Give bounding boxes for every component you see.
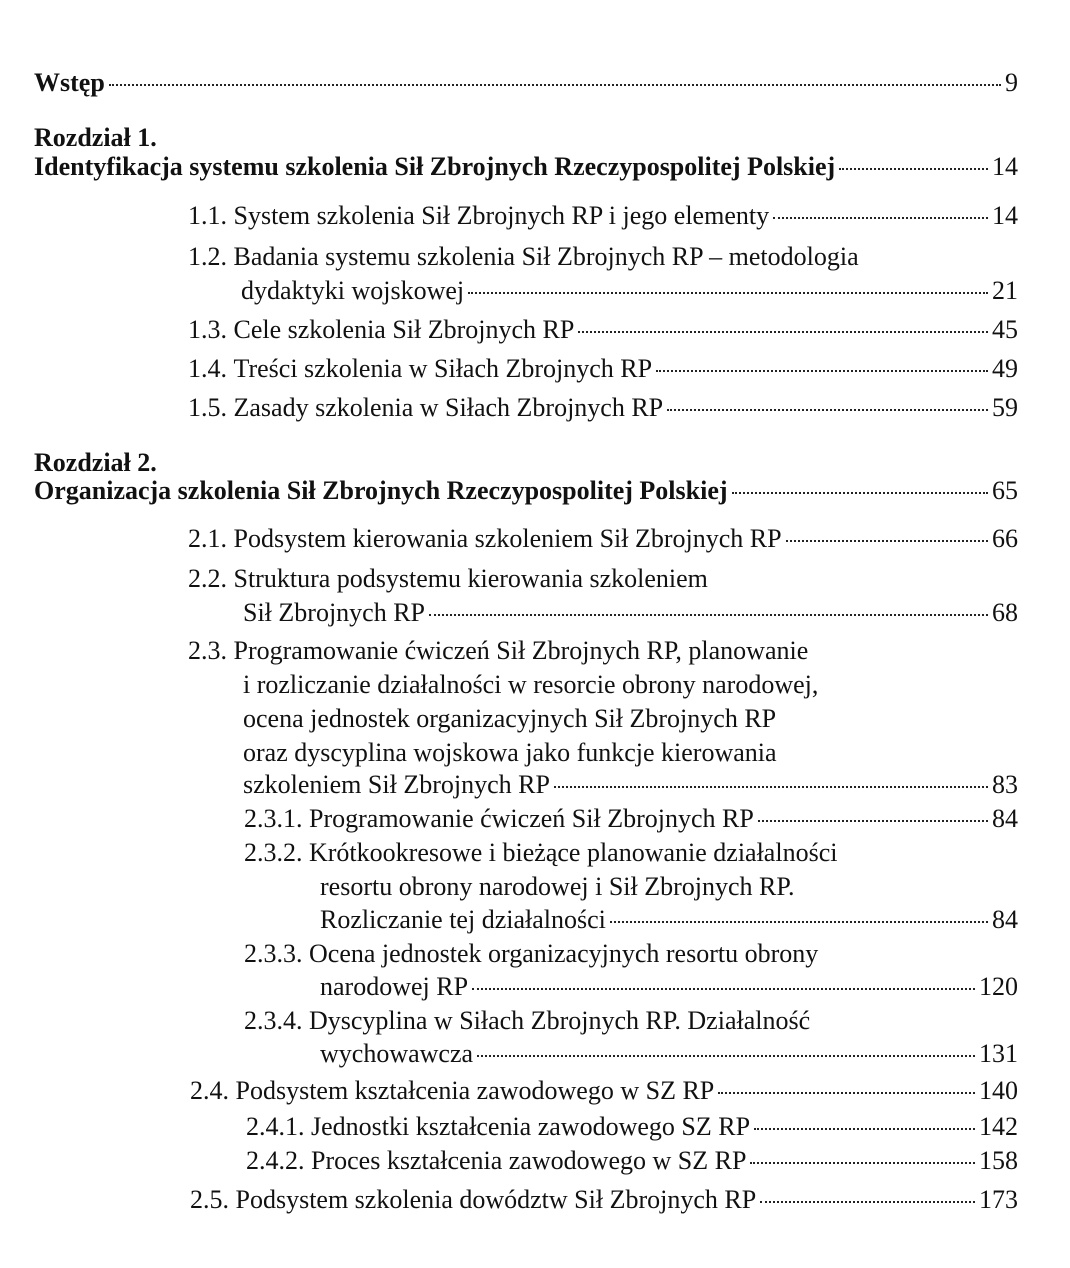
toc-entry-title: Treści szkolenia w Siłach Zbrojnych RP	[233, 354, 653, 383]
toc-entry-title: Programowanie ćwiczeń Sił Zbrojnych RP	[309, 804, 754, 833]
toc-page-number: 45	[992, 315, 1018, 344]
toc-section	[188, 391, 1018, 425]
toc-entry-title: Podsystem kierowania szkoleniem Sił Zbrojnych RP	[233, 524, 782, 553]
toc-section-line	[188, 634, 808, 668]
toc-subsection	[320, 970, 1018, 1004]
toc-section	[188, 522, 1018, 556]
toc-page-number: 49	[992, 354, 1018, 383]
toc-section	[188, 352, 1018, 386]
toc-page-number: 84	[992, 905, 1018, 934]
dot-leader	[718, 1092, 975, 1094]
toc-entry-title: Proces kształcenia zawodowego w SZ RP	[311, 1146, 747, 1175]
toc-subsection	[246, 1144, 1018, 1178]
toc-chapter-title	[34, 474, 1018, 508]
toc-page-number: 68	[992, 598, 1018, 627]
toc-entry-title: Cele szkolenia Sił Zbrojnych RP	[233, 315, 575, 344]
toc-section-line	[320, 870, 794, 904]
toc-entry-title: System szkolenia Sił Zbrojnych RP i jego elementy	[233, 201, 770, 230]
toc-entry-title-cont: wychowawcza	[320, 1039, 474, 1068]
toc-section-line	[243, 736, 777, 770]
toc-entry-title: Dyscyplina w Siłach Zbrojnych RP. Działalność	[309, 1006, 811, 1035]
toc-page-number: 65	[992, 476, 1018, 505]
section-number: 2.3.3.	[244, 939, 303, 968]
section-number: 1.2.	[188, 242, 227, 271]
dot-leader	[610, 921, 988, 923]
chapter-label: Rozdział 1.	[34, 123, 157, 152]
section-number: 2.4.1.	[246, 1112, 305, 1141]
dot-leader	[667, 409, 988, 411]
toc-section-line	[188, 562, 708, 596]
toc-entry-title-cont: Sił Zbrojnych RP	[243, 598, 426, 627]
section-number: 2.3.2.	[244, 838, 303, 867]
toc-page-number: 120	[979, 972, 1018, 1001]
toc-entry-title-cont: i rozliczanie działalności w resorcie obrony narodowej,	[243, 670, 819, 699]
toc-section-line	[244, 937, 818, 971]
toc-entry-title: Krótkookresowe i bieżące planowanie działalności	[309, 838, 838, 867]
toc-page-number: 83	[992, 770, 1018, 799]
dot-leader	[732, 492, 988, 494]
dot-leader	[578, 331, 988, 333]
toc-entry-title: Badania systemu szkolenia Sił Zbrojnych RP – metodologia	[233, 242, 859, 271]
toc-section-line	[243, 668, 818, 702]
toc-entry-title: Identyfikacja systemu szkolenia Sił Zbrojnych Rzeczypospolitej Polskiej	[34, 152, 836, 181]
dot-leader	[477, 1055, 975, 1057]
toc-entry-title: Podsystem kształcenia zawodowego w SZ RP	[235, 1076, 715, 1105]
toc-section	[243, 596, 1018, 630]
toc-entry-title: Zasady szkolenia w Siłach Zbrojnych RP	[233, 393, 664, 422]
toc-entry-title: Wstęp	[34, 68, 105, 97]
toc-subsection	[244, 802, 1018, 836]
toc-entry-title: Programowanie ćwiczeń Sił Zbrojnych RP, planowanie	[233, 636, 809, 665]
toc-section-line	[188, 240, 859, 274]
toc-section	[241, 274, 1018, 308]
toc-section-line	[244, 1004, 810, 1038]
toc-page-number: 59	[992, 393, 1018, 422]
toc-section	[188, 199, 1018, 233]
dot-leader	[750, 1162, 975, 1164]
toc-subsection	[320, 1037, 1018, 1071]
toc-page-number: 158	[979, 1146, 1018, 1175]
dot-leader	[554, 786, 988, 788]
section-number: 2.3.	[188, 636, 227, 665]
section-number: 1.1.	[188, 201, 227, 230]
toc-entry-title: Jednostki kształcenia zawodowego SZ RP	[311, 1112, 751, 1141]
toc-section-line	[243, 702, 776, 736]
toc-entry-title-cont: oraz dyscyplina wojskowa jako funkcje kierowania	[243, 738, 777, 767]
dot-leader	[758, 820, 988, 822]
toc-entry-title-cont: resortu obrony narodowej i Sił Zbrojnych RP.	[320, 872, 795, 901]
toc-entry-title: Podsystem szkolenia dowództw Sił Zbrojnych RP	[235, 1185, 757, 1214]
toc-entry-title-cont: ocena jednostek organizacyjnych Sił Zbrojnych RP	[243, 704, 777, 733]
dot-leader	[656, 370, 988, 372]
dot-leader	[786, 540, 988, 542]
toc-entry-title-cont: Rozliczanie tej działalności	[320, 905, 606, 934]
dot-leader	[754, 1128, 975, 1130]
dot-leader	[109, 84, 1001, 86]
toc-entry-title-cont: szkoleniem Sił Zbrojnych RP	[243, 770, 550, 799]
section-number: 2.2.	[188, 564, 227, 593]
toc-section-line	[244, 836, 837, 870]
toc-section	[190, 1074, 1018, 1108]
toc-section	[190, 1183, 1018, 1217]
dot-leader	[429, 614, 988, 616]
toc-page-number: 142	[979, 1112, 1018, 1141]
toc-page-number: 14	[992, 201, 1018, 230]
section-number: 2.5.	[190, 1185, 229, 1214]
dot-leader	[773, 217, 988, 219]
toc-page-number: 84	[992, 804, 1018, 833]
section-number: 2.3.4.	[244, 1006, 303, 1035]
toc-entry-intro	[34, 66, 1018, 100]
section-number: 2.4.2.	[246, 1146, 305, 1175]
toc-chapter-title	[34, 150, 1018, 184]
dot-leader	[760, 1201, 975, 1203]
section-number: 2.4.	[190, 1076, 229, 1105]
section-number: 2.3.1.	[244, 804, 303, 833]
toc-page-number: 140	[979, 1076, 1018, 1105]
toc-section	[243, 768, 1018, 802]
chapter-label: Rozdział 2.	[34, 448, 157, 477]
toc-subsection	[320, 903, 1018, 937]
toc-entry-title: Organizacja szkolenia Sił Zbrojnych Rzeczypospolitej Polskiej	[34, 476, 728, 505]
toc-entry-title: Struktura podsystemu kierowania szkoleniem	[233, 564, 708, 593]
toc-entry-title-cont: narodowej RP	[320, 972, 469, 1001]
toc-page-number: 14	[992, 152, 1018, 181]
toc-page-number: 131	[979, 1039, 1018, 1068]
toc-section	[188, 313, 1018, 347]
toc-entry-title-cont: dydaktyki wojskowej	[241, 276, 465, 305]
toc-page-number: 173	[979, 1185, 1018, 1214]
toc-page-number: 66	[992, 524, 1018, 553]
section-number: 1.5.	[188, 393, 227, 422]
toc-page-number: 9	[1005, 68, 1018, 97]
toc-subsection	[246, 1110, 1018, 1144]
toc-entry-title: Ocena jednostek organizacyjnych resortu obrony	[309, 939, 819, 968]
dot-leader	[468, 292, 988, 294]
toc-page-number: 21	[992, 276, 1018, 305]
section-number: 2.1.	[188, 524, 227, 553]
section-number: 1.4.	[188, 354, 227, 383]
section-number: 1.3.	[188, 315, 227, 344]
dot-leader	[839, 168, 988, 170]
dot-leader	[472, 988, 975, 990]
